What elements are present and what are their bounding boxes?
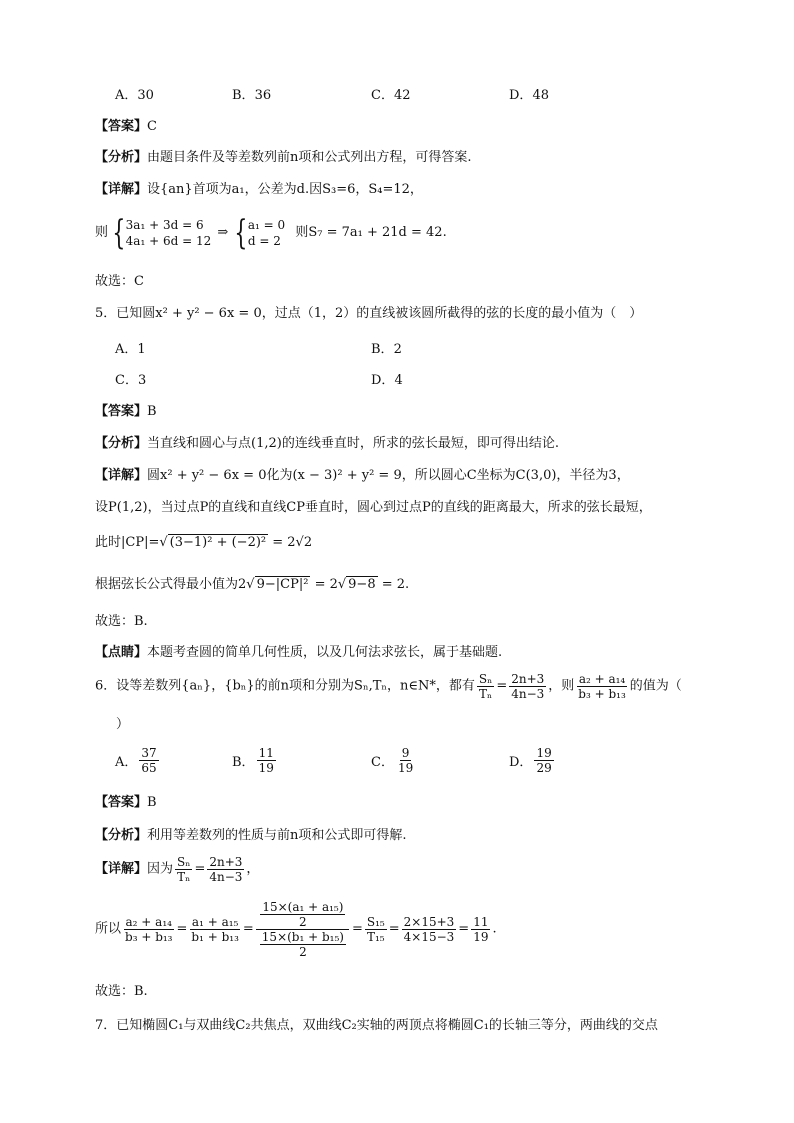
q4-option-c: C．42: [371, 88, 411, 103]
q4-system-2: a₁ = 0 d = 2: [247, 218, 286, 248]
q6-stem-close: ）: [116, 717, 130, 732]
q6-stem: 6．设等差数列{aₙ}，{bₙ}的前n项和分别为Sₙ,Tₙ，n∈N*，都有 $\frac{\text{Sₙ}}{\text{Tₙ}}$ = $\frac{2n+3}{4n-3}$ ，则 $\frac{\text{a₂ + a₁₄}}{\text{b₃ + b₁₃}}$ 的值为（: [95, 672, 682, 701]
q5-option-b: B．2: [371, 342, 402, 357]
q6-analysis: 【分析】利用等差数列的性质与前n项和公式即可得解.: [95, 828, 407, 843]
q6-option-c: C． $\frac{9}{19}$: [371, 746, 414, 775]
q4-detail-2: 则 {3a₁ + 3d = 6 4a₁ + 6d = 12 ⇒ {a₁ = 0 d = 2 则S₇ = 7a₁ + 21d = 42.: [95, 213, 447, 253]
q4-option-b: B．36: [232, 88, 272, 103]
q5-comment: 【点睛】本题考查圆的简单几何性质，以及几何法求弦长，属于基础题.: [95, 645, 503, 660]
q5-analysis: 【分析】当直线和圆心与点(1,2)的连线垂直时，所求的弦长最短，即可得出结论.: [95, 436, 559, 451]
q5-detail-2: 设P(1,2)，当过点P的直线和直线CP垂直时，圆心到过点P的直线的距离最大，所求的弦长最短，: [95, 500, 652, 515]
q5-answer: 【答案】B: [95, 404, 157, 419]
q6-detail-2: 所以 $\frac{\text{a₂ + a₁₄}}{\text{b₃ + b₁₃}}$ = $\frac{\text{a₁ + a₁₅}}{\text{b₁ + b₁₃}}$ = $\frac{\frac{\text{15×(a₁ + a₁₅)}}{2}}{\frac{\text{15×(b₁ + b₁₅)}}{2}}$ = $\frac{\text{S₁₅}}{\text{T₁₅}}$ = $\frac{2\times 15+3}{4\times 15-3}$ = $\frac{11}{19}$ .: [95, 900, 497, 959]
q6-detail-1: 【详解】因为 $\frac{\text{Sₙ}}{\text{Tₙ}}$ = $\frac{2n+3}{4n-3}$ ，: [95, 855, 260, 884]
q6-conclusion: 故选：B.: [95, 984, 148, 999]
q5-detail-1: 【详解】圆x² + y² − 6x = 0化为(x − 3)² + y² = 9，所以圆心C坐标为C(3,0)，半径为3，: [95, 468, 630, 483]
q5-option-a: A．1: [115, 342, 146, 357]
q6-option-b: B． $\frac{11}{19}$: [232, 746, 274, 775]
q5-stem: 5．已知圆x² + y² − 6x = 0，过点（1，2）的直线被该圆所截得的弦的长度的最小值为（ ）: [95, 306, 643, 321]
q5-option-c: C．3: [115, 373, 147, 388]
q4-option-a: A．30: [115, 88, 154, 103]
q7-stem: 7．已知椭圆C₁与双曲线C₂共焦点，双曲线C₂实轴的两顶点将椭圆C₁的长轴三等分，两曲线的交点: [95, 1018, 658, 1033]
q5-detail-4: 根据弦长公式得最小值为2√ 9−|CP|² = 2√ 9−8 = 2.: [95, 577, 410, 592]
q5-option-d: D．4: [371, 373, 403, 388]
q4-option-d: D．48: [509, 88, 549, 103]
q6-answer: 【答案】B: [95, 795, 157, 810]
q5-conclusion: 故选：B.: [95, 614, 148, 629]
q4-system-1: 3a₁ + 3d = 6 4a₁ + 6d = 12: [125, 218, 212, 248]
q4-answer: 【答案】C: [95, 119, 157, 134]
q4-detail-1: 【详解】设{an}首项为a₁，公差为d.因S₃=6，S₄=12，: [95, 182, 423, 197]
q6-option-d: D． $\frac{19}{29}$: [509, 746, 552, 775]
q5-detail-3: 此时|CP|=√ (3−1)² + (−2)² = 2√2: [95, 535, 313, 550]
q4-analysis: 【分析】由题目条件及等差数列前n项和公式列出方程，可得答案.: [95, 150, 472, 165]
q4-conclusion: 故选：C: [95, 274, 144, 289]
q6-option-a: A． $\frac{37}{65}$: [115, 746, 157, 775]
